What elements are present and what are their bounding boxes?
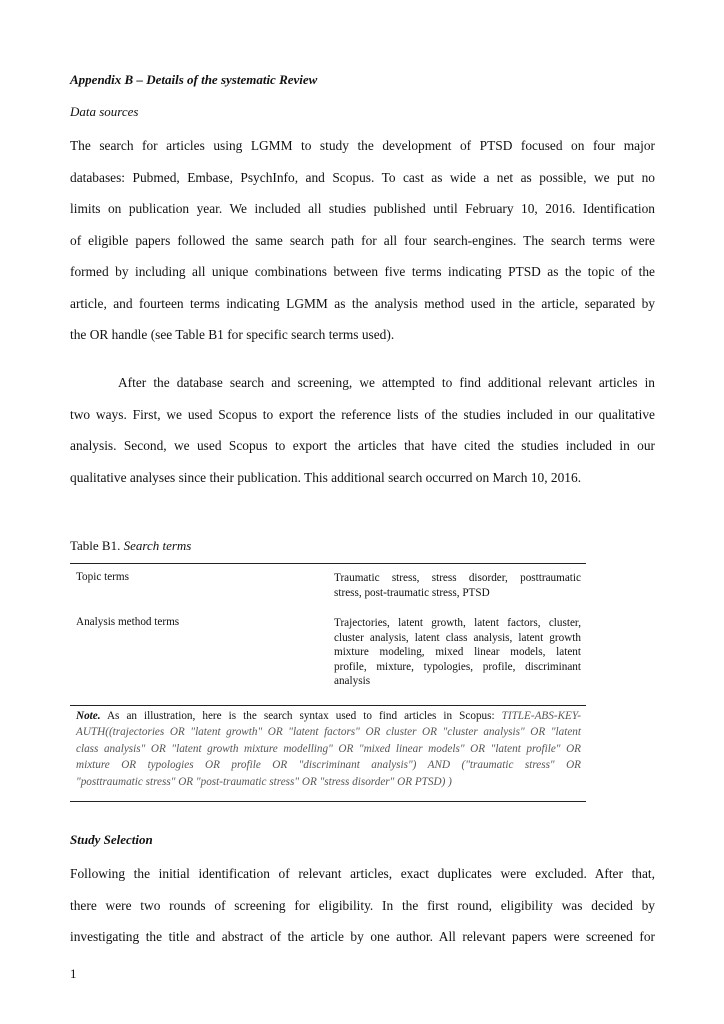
table-value-line: stress, post-traumatic stress, PTSD xyxy=(334,586,490,599)
paragraph-line: databases: Pubmed, Embase, PsychInfo, and Scopus. To cast as wide a net as possible, we put no xyxy=(70,169,655,185)
paragraph-line: the OR handle (see Table B1 for specific search terms used). xyxy=(70,327,395,342)
paragraph-line: analysis. Second, we used Scopus to export the articles that have cited the studies included in our xyxy=(70,438,655,453)
paragraph-line: After the database search and screening, we attempted to find additional relevant articles in xyxy=(118,375,655,390)
table-value-line: cluster analysis, latent class analysis, latent growth xyxy=(334,631,581,644)
table-mid-rule xyxy=(70,705,586,706)
table-row-value xyxy=(334,571,581,600)
note-syntax-start: TITLE-ABS-KEY- xyxy=(501,710,581,722)
table-row-label: Topic terms xyxy=(76,571,129,583)
study-selection-paragraph xyxy=(70,858,655,953)
paragraph-line: article, and fourteen terms indicating LGMM as the analysis method used in the article, separated by xyxy=(70,295,655,311)
note-syntax-line: class analysis" OR "latent growth mixture modelling" OR "mixed linear models" OR "latent profile" OR xyxy=(76,742,581,755)
additional-search-paragraph xyxy=(70,367,655,493)
table-value-line: analysis xyxy=(334,675,371,688)
data-sources-paragraph xyxy=(70,130,655,351)
paragraph-line: investigating the title and abstract of the article by one author. All relevant papers were screened for xyxy=(70,929,655,944)
table-value-line: mixture modeling, mixed linear models, latent xyxy=(334,646,581,659)
note-syntax-line: "posttraumatic stress" OR "post-traumatic stress" OR "stress disorder" OR PTSD) ) xyxy=(76,775,452,788)
paragraph-line: limits on publication year. We included all studies published until February 10, 2016. Identification xyxy=(70,201,655,216)
paragraph-line: The search for articles using LGMM to study the development of PTSD focused on four major xyxy=(70,138,655,153)
study-selection-heading: Study Selection xyxy=(70,832,153,847)
note-label: Note. xyxy=(76,710,101,722)
table-row-label: Analysis method terms xyxy=(76,616,180,628)
data-sources-heading: Data sources xyxy=(70,104,139,119)
table-title-italic: Search terms xyxy=(123,538,192,553)
paragraph-line: two ways. First, we used Scopus to export the reference lists of the studies included in our qualitative xyxy=(70,406,655,422)
paragraph-line: formed by including all unique combinations between five terms indicating PTSD as the topic of the xyxy=(70,264,655,279)
table-title xyxy=(70,538,191,554)
table-note xyxy=(76,708,581,790)
note-first-line xyxy=(76,708,581,724)
note-syntax-line: mixture OR typologies OR profile OR "discriminant analysis") AND ("traumatic stress" OR xyxy=(76,759,581,772)
page-number: 1 xyxy=(70,966,77,981)
note-syntax-line: AUTH((trajectories OR "latent growth" OR "latent factors" OR cluster OR "cluster analysis" OR "latent xyxy=(76,726,581,739)
table-top-rule xyxy=(70,563,586,564)
paragraph-line: qualitative analyses since their publication. This additional search occurred on March 10, 2016. xyxy=(70,469,582,485)
paragraph-line: there were two rounds of screening for eligibility. In the first round, eligibility was decided by xyxy=(70,897,655,913)
paragraph-line: Following the initial identification of relevant articles, exact duplicates were excluded. After that, xyxy=(70,866,655,881)
table-value-line: Trajectories, latent growth, latent factors, cluster, xyxy=(334,617,581,629)
table-row-value xyxy=(334,616,581,689)
table-bottom-rule xyxy=(70,801,586,802)
paragraph-line: of eligible papers followed the same search path for all four search-engines. The search terms were xyxy=(70,232,655,248)
appendix-heading: Appendix B – Details of the systematic Review xyxy=(70,72,318,87)
table-title-prefix: Table B1. xyxy=(70,538,124,553)
note-intro: As an illustration, here is the search syntax used to find articles in Scopus: xyxy=(100,710,502,722)
table-value-line: profile, mixture, typologies, profile, discriminant xyxy=(334,660,581,673)
table-value-line: Traumatic stress, stress disorder, posttraumatic xyxy=(334,572,581,584)
